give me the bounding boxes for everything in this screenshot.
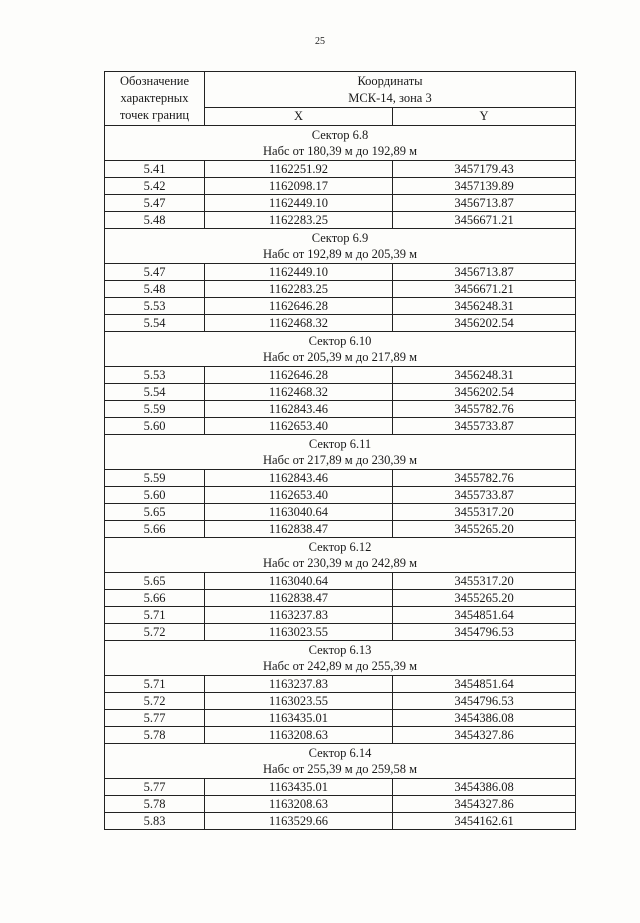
point-id-cell: 5.66 (105, 590, 205, 607)
sector-title: Сектор 6.9 (311, 231, 369, 245)
sector-header (105, 641, 576, 676)
y-coordinate-cell: 3454386.08 (393, 710, 576, 727)
table-row (105, 573, 576, 590)
sector-height-range: Набс от 230,39 м до 242,89 м (263, 556, 417, 570)
y-coordinate-cell: 3456671.21 (393, 212, 576, 229)
point-id-cell: 5.65 (105, 573, 205, 590)
point-id-cell: 5.54 (105, 315, 205, 332)
y-coordinate-cell: 3454851.64 (393, 607, 576, 624)
x-coordinate-cell: 1162449.10 (205, 195, 393, 212)
point-id-cell: 5.53 (105, 367, 205, 384)
point-id-cell: 5.72 (105, 624, 205, 641)
page-number: 25 (315, 36, 325, 47)
table-row (105, 470, 576, 487)
x-coordinate-cell: 1163237.83 (205, 607, 393, 624)
table-row (105, 178, 576, 195)
x-coordinate-cell: 1162449.10 (205, 264, 393, 281)
point-id-cell: 5.83 (105, 813, 205, 830)
x-coordinate-cell: 1162646.28 (205, 367, 393, 384)
y-coordinate-cell: 3454386.08 (393, 779, 576, 796)
table-row (105, 590, 576, 607)
y-coordinate-cell: 3454851.64 (393, 676, 576, 693)
y-coordinate-cell: 3454796.53 (393, 693, 576, 710)
table-row (105, 710, 576, 727)
x-coordinate-cell: 1162251.92 (205, 161, 393, 178)
point-id-cell: 5.54 (105, 384, 205, 401)
x-coordinate-cell: 1162843.46 (205, 401, 393, 418)
sector-header-row (105, 641, 576, 676)
table-row (105, 384, 576, 401)
point-id-cell: 5.77 (105, 710, 205, 727)
y-coordinate-cell: 3454327.86 (393, 796, 576, 813)
sector-title: Сектор 6.10 (308, 334, 372, 348)
table-row (105, 161, 576, 178)
x-coordinate-cell: 1162838.47 (205, 590, 393, 607)
sector-header-row (105, 126, 576, 161)
point-id-cell: 5.78 (105, 727, 205, 744)
sector-title: Сектор 6.8 (311, 128, 369, 142)
sector-header (105, 744, 576, 779)
table-row (105, 315, 576, 332)
y-coordinate-cell: 3454162.61 (393, 813, 576, 830)
x-coordinate-cell: 1163023.55 (205, 624, 393, 641)
x-coordinate-cell: 1162468.32 (205, 384, 393, 401)
coordinates-table (104, 71, 576, 830)
sector-header-row (105, 229, 576, 264)
point-id-cell: 5.47 (105, 195, 205, 212)
point-label-header: Обозначение характерных точек границ (105, 72, 205, 126)
x-coordinate-cell: 1163040.64 (205, 573, 393, 590)
x-coordinate-cell: 1163040.64 (205, 504, 393, 521)
point-id-cell: 5.53 (105, 298, 205, 315)
y-coordinate-cell: 3455733.87 (393, 418, 576, 435)
sector-height-range: Набс от 205,39 м до 217,89 м (263, 350, 417, 364)
sector-height-range: Набс от 217,89 м до 230,39 м (263, 453, 417, 467)
table-row (105, 813, 576, 830)
x-coordinate-cell: 1163435.01 (205, 710, 393, 727)
sector-title: Сектор 6.13 (308, 643, 372, 657)
table-row (105, 298, 576, 315)
y-coordinate-cell: 3455317.20 (393, 573, 576, 590)
y-coordinate-cell: 3455782.76 (393, 470, 576, 487)
table-row (105, 727, 576, 744)
table-header (105, 72, 576, 126)
coordinates-header (205, 72, 576, 108)
y-coordinate-cell: 3455733.87 (393, 487, 576, 504)
sector-header (105, 229, 576, 264)
sector-height-range: Набс от 242,89 м до 255,39 м (263, 659, 417, 673)
x-coordinate-cell: 1163208.63 (205, 727, 393, 744)
y-coordinate-cell: 3457179.43 (393, 161, 576, 178)
x-coordinate-cell: 1163023.55 (205, 693, 393, 710)
point-id-cell: 5.65 (105, 504, 205, 521)
table-body (105, 126, 576, 830)
y-coordinate-cell: 3456202.54 (393, 315, 576, 332)
coordinate-system: МСК-14, зона 3 (348, 90, 432, 105)
y-column-header: Y (393, 108, 576, 126)
point-id-cell: 5.47 (105, 264, 205, 281)
sector-header (105, 126, 576, 161)
sector-header-row (105, 332, 576, 367)
point-id-cell: 5.60 (105, 418, 205, 435)
sector-title: Сектор 6.14 (308, 746, 372, 760)
x-coordinate-cell: 1163435.01 (205, 779, 393, 796)
y-coordinate-cell: 3456202.54 (393, 384, 576, 401)
table-row (105, 264, 576, 281)
point-id-cell: 5.71 (105, 607, 205, 624)
table-row (105, 779, 576, 796)
sector-header-row (105, 538, 576, 573)
x-coordinate-cell: 1162098.17 (205, 178, 393, 195)
sector-header (105, 435, 576, 470)
table-row (105, 796, 576, 813)
y-coordinate-cell: 3457139.89 (393, 178, 576, 195)
x-column-header: X (205, 108, 393, 126)
point-id-cell: 5.60 (105, 487, 205, 504)
x-coordinate-cell: 1162838.47 (205, 521, 393, 538)
point-id-cell: 5.42 (105, 178, 205, 195)
y-coordinate-cell: 3456671.21 (393, 281, 576, 298)
point-id-cell: 5.48 (105, 281, 205, 298)
sector-height-range: Набс от 180,39 м до 192,89 м (263, 144, 417, 158)
y-coordinate-cell: 3456713.87 (393, 264, 576, 281)
x-coordinate-cell: 1162653.40 (205, 487, 393, 504)
x-coordinate-cell: 1163529.66 (205, 813, 393, 830)
x-coordinate-cell: 1163237.83 (205, 676, 393, 693)
point-id-cell: 5.72 (105, 693, 205, 710)
table-row (105, 212, 576, 229)
table-row (105, 487, 576, 504)
point-id-cell: 5.66 (105, 521, 205, 538)
table-row (105, 521, 576, 538)
y-coordinate-cell: 3455265.20 (393, 521, 576, 538)
x-coordinate-cell: 1163208.63 (205, 796, 393, 813)
point-id-cell: 5.78 (105, 796, 205, 813)
y-coordinate-cell: 3454327.86 (393, 727, 576, 744)
sector-header-row (105, 744, 576, 779)
y-coordinate-cell: 3456713.87 (393, 195, 576, 212)
table-row (105, 281, 576, 298)
y-coordinate-cell: 3455782.76 (393, 401, 576, 418)
y-coordinate-cell: 3456248.31 (393, 367, 576, 384)
sector-height-range: Набс от 255,39 м до 259,58 м (263, 762, 417, 776)
x-coordinate-cell: 1162283.25 (205, 281, 393, 298)
sector-header (105, 538, 576, 573)
x-coordinate-cell: 1162646.28 (205, 298, 393, 315)
point-id-cell: 5.77 (105, 779, 205, 796)
x-coordinate-cell: 1162843.46 (205, 470, 393, 487)
x-coordinate-cell: 1162283.25 (205, 212, 393, 229)
table-row (105, 693, 576, 710)
point-id-cell: 5.59 (105, 401, 205, 418)
table-row (105, 504, 576, 521)
coordinates-title: Координаты (357, 73, 423, 88)
table-row (105, 401, 576, 418)
y-coordinate-cell: 3455317.20 (393, 504, 576, 521)
point-id-cell: 5.48 (105, 212, 205, 229)
point-id-cell: 5.41 (105, 161, 205, 178)
y-coordinate-cell: 3456248.31 (393, 298, 576, 315)
point-id-cell: 5.59 (105, 470, 205, 487)
sector-height-range: Набс от 192,89 м до 205,39 м (263, 247, 417, 261)
x-coordinate-cell: 1162468.32 (205, 315, 393, 332)
sector-title: Сектор 6.11 (308, 437, 372, 451)
table-row (105, 624, 576, 641)
y-coordinate-cell: 3454796.53 (393, 624, 576, 641)
y-coordinate-cell: 3455265.20 (393, 590, 576, 607)
table-row (105, 195, 576, 212)
sector-header-row (105, 435, 576, 470)
table-row (105, 367, 576, 384)
table-row (105, 607, 576, 624)
sector-title: Сектор 6.12 (308, 540, 372, 554)
table-row (105, 418, 576, 435)
x-coordinate-cell: 1162653.40 (205, 418, 393, 435)
table-row (105, 676, 576, 693)
sector-header (105, 332, 576, 367)
point-id-cell: 5.71 (105, 676, 205, 693)
